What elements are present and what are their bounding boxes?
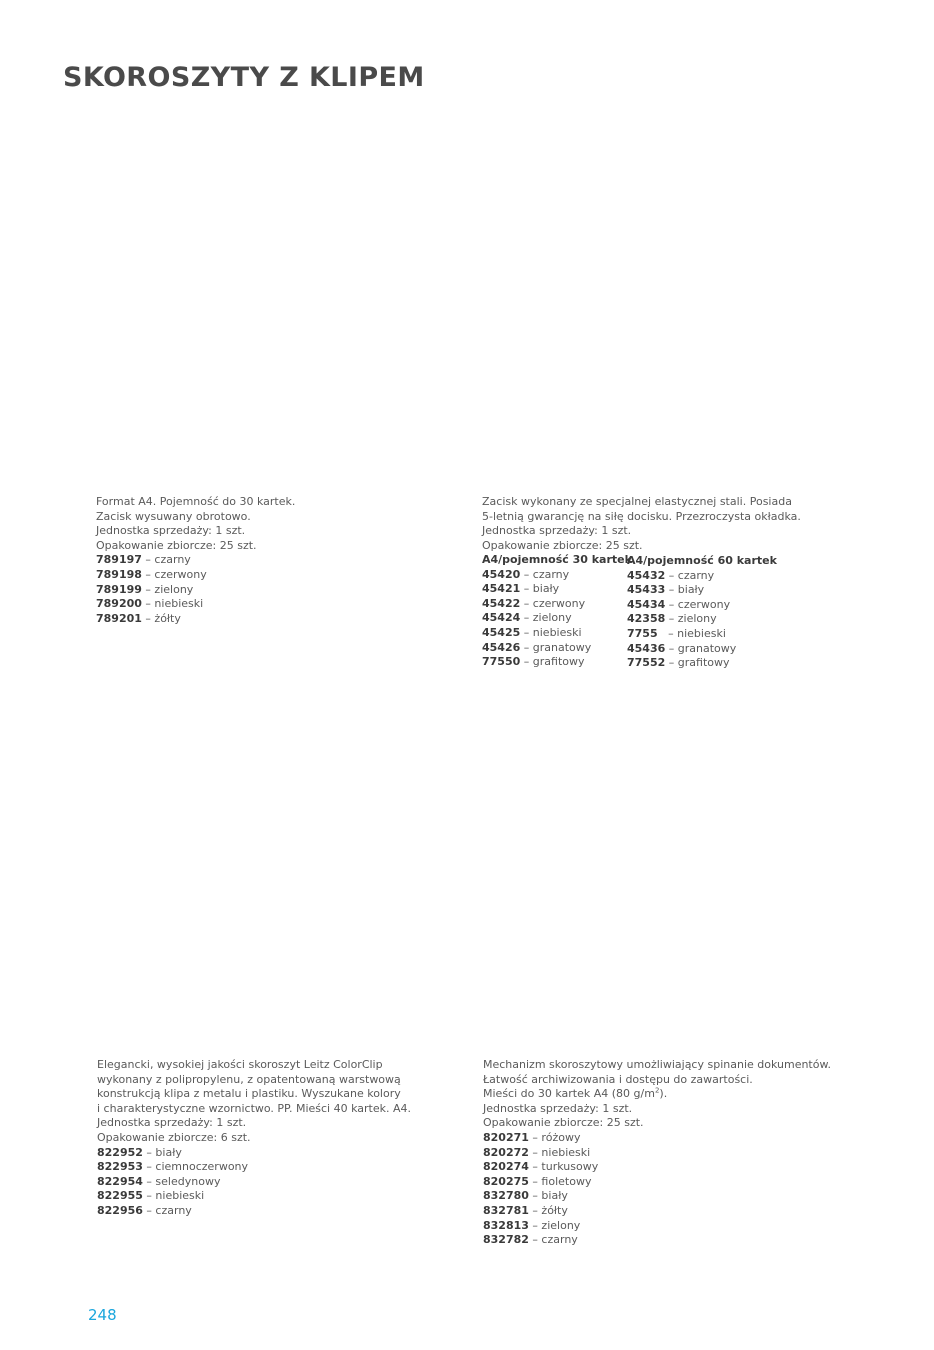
product-code: 45421 bbox=[482, 582, 521, 596]
product-color: – żółty bbox=[528, 1203, 568, 1217]
product-color: – czarny bbox=[528, 1233, 578, 1247]
list-item bbox=[96, 553, 295, 568]
product-code: 822954 bbox=[97, 1174, 143, 1188]
description-line: 5-letnią gwarancję na siłę docisku. Przezroczysta okładka. bbox=[482, 509, 801, 523]
product-code: 45436 bbox=[627, 641, 666, 655]
capacity-unit-superscript: 2 bbox=[654, 1086, 660, 1095]
product-color: – ciemnoczerwony bbox=[142, 1160, 249, 1174]
product-code: 42358 bbox=[627, 612, 666, 626]
product-color: – biały bbox=[142, 1145, 182, 1159]
list-item bbox=[627, 569, 777, 584]
description-line: Elegancki, wysokiej jakości skoroszyt Leitz ColorClip bbox=[97, 1058, 383, 1071]
product-code: 45433 bbox=[627, 583, 666, 597]
description-line: Opakowanie zbiorcze: 25 szt. bbox=[96, 538, 257, 552]
product-color: – seledynowy bbox=[142, 1174, 221, 1188]
product-code: 77552 bbox=[627, 656, 666, 670]
product-color: – żółty bbox=[141, 611, 181, 625]
list-item bbox=[482, 611, 632, 626]
list-item bbox=[483, 1175, 831, 1190]
list-item bbox=[482, 568, 632, 583]
description-line: Format A4. Pojemność do 30 kartek. bbox=[96, 495, 296, 508]
product-code: 820271 bbox=[483, 1130, 529, 1144]
product-color: – fioletowy bbox=[528, 1174, 592, 1188]
list-item bbox=[482, 641, 632, 656]
page-number: 248 bbox=[88, 1306, 117, 1324]
product-block-3 bbox=[97, 1058, 411, 1219]
product-color: – niebieski bbox=[520, 625, 582, 639]
description-line: Jednostka sprzedaży: 1 szt. bbox=[482, 524, 632, 538]
product-code: 789201 bbox=[96, 611, 142, 625]
product-code: 820275 bbox=[483, 1174, 529, 1188]
product-block-2 bbox=[482, 495, 812, 675]
page-title: SKOROSZYTY Z KLIPEM bbox=[63, 62, 425, 93]
product-color: – grafitowy bbox=[665, 656, 730, 670]
product-code: 832781 bbox=[483, 1203, 529, 1217]
product-color: – zielony bbox=[141, 582, 194, 596]
product-color: – czarny bbox=[141, 553, 191, 567]
product-code: 822952 bbox=[97, 1145, 143, 1159]
capacity-line bbox=[483, 1087, 831, 1102]
list-item bbox=[97, 1146, 411, 1161]
product-code: 820274 bbox=[483, 1160, 529, 1174]
list-item bbox=[483, 1189, 831, 1204]
product-color: – zielony bbox=[528, 1218, 581, 1232]
list-item bbox=[482, 626, 632, 641]
list-item bbox=[483, 1131, 831, 1146]
description-line: konstrukcją klipa z metalu i plastiku. Wyszukane kolory bbox=[97, 1087, 401, 1101]
product-color: – niebieski bbox=[142, 1189, 205, 1203]
column-heading: A4/pojemność 30 kartek bbox=[482, 553, 632, 566]
list-item bbox=[97, 1189, 411, 1204]
list-item bbox=[483, 1233, 831, 1248]
product-code: 45422 bbox=[482, 596, 521, 610]
product-color: – czarny bbox=[665, 568, 715, 582]
description-line: Zacisk wysuwany obrotowo. bbox=[96, 509, 251, 523]
list-item bbox=[627, 583, 777, 598]
product-color: – biały bbox=[665, 583, 705, 597]
capacity-column-60 bbox=[627, 554, 777, 671]
product-code: 77550 bbox=[482, 655, 521, 669]
product-color: – biały bbox=[528, 1189, 568, 1203]
description-line: Jednostka sprzedaży: 1 szt. bbox=[97, 1116, 247, 1130]
product-code: 789197 bbox=[96, 553, 142, 567]
description-line: wykonany z polipropylenu, z opatentowaną warstwową bbox=[97, 1072, 401, 1086]
product-color: – turkusowy bbox=[528, 1160, 599, 1174]
list-item bbox=[627, 627, 777, 642]
list-item bbox=[97, 1175, 411, 1190]
product-color: – czerwony bbox=[665, 597, 731, 611]
product-code: 820272 bbox=[483, 1145, 529, 1159]
list-item bbox=[483, 1204, 831, 1219]
list-item bbox=[482, 582, 632, 597]
product-color: – zielony bbox=[520, 611, 572, 625]
product-code: 832782 bbox=[483, 1233, 529, 1247]
product-code: 832813 bbox=[483, 1218, 529, 1232]
description-line: i charakterystyczne wzornictwo. PP. Mieści 40 kartek. A4. bbox=[97, 1101, 412, 1115]
product-color: – czarny bbox=[142, 1203, 192, 1217]
list-item bbox=[483, 1219, 831, 1234]
description-line: Łatwość archiwizowania i dostępu do zawartości. bbox=[483, 1072, 753, 1086]
product-color: – czerwony bbox=[141, 567, 207, 581]
product-color: – różowy bbox=[528, 1130, 581, 1144]
product-color: – granatowy bbox=[520, 640, 592, 654]
description-line: Opakowanie zbiorcze: 25 szt. bbox=[482, 538, 643, 552]
list-item bbox=[482, 597, 632, 612]
description-line: Opakowanie zbiorcze: 6 szt. bbox=[97, 1130, 251, 1144]
product-code: 45432 bbox=[627, 568, 666, 582]
description-line: Opakowanie zbiorcze: 25 szt. bbox=[483, 1116, 644, 1130]
product-code: 832780 bbox=[483, 1189, 529, 1203]
product-code: 789199 bbox=[96, 582, 142, 596]
product-color: – niebieski bbox=[141, 597, 204, 611]
product-code: 822953 bbox=[97, 1160, 143, 1174]
product-color: – czerwony bbox=[520, 596, 586, 610]
list-item bbox=[97, 1204, 411, 1219]
list-item bbox=[96, 612, 295, 627]
list-item bbox=[482, 655, 632, 670]
product-color: – zielony bbox=[665, 612, 717, 626]
list-item bbox=[627, 656, 777, 671]
product-block-4 bbox=[483, 1058, 831, 1248]
list-item bbox=[96, 597, 295, 612]
product-color: – niebieski bbox=[657, 626, 726, 640]
product-code: 822956 bbox=[97, 1203, 143, 1217]
list-item bbox=[483, 1160, 831, 1175]
product-code: 45424 bbox=[482, 611, 521, 625]
product-code: 45434 bbox=[627, 597, 666, 611]
list-item bbox=[627, 598, 777, 613]
product-code: 7755 bbox=[627, 626, 658, 640]
list-item bbox=[96, 568, 295, 583]
capacity-text-end: ). bbox=[659, 1087, 668, 1101]
product-color: – granatowy bbox=[665, 641, 737, 655]
list-item bbox=[627, 612, 777, 627]
product-code: 45426 bbox=[482, 640, 521, 654]
product-color: – grafitowy bbox=[520, 655, 585, 669]
description-line: Jednostka sprzedaży: 1 szt. bbox=[96, 524, 246, 538]
list-item bbox=[97, 1160, 411, 1175]
product-code: 789200 bbox=[96, 597, 142, 611]
product-code: 45425 bbox=[482, 625, 521, 639]
product-color: – czarny bbox=[520, 567, 570, 581]
description-line: Jednostka sprzedaży: 1 szt. bbox=[483, 1101, 633, 1115]
product-block-1 bbox=[96, 495, 295, 626]
product-color: – niebieski bbox=[528, 1145, 591, 1159]
product-code: 822955 bbox=[97, 1189, 143, 1203]
description-line: Mechanizm skoroszytowy umożliwiający spinanie dokumentów. bbox=[483, 1058, 831, 1071]
product-color: – biały bbox=[520, 582, 560, 596]
capacity-column-30 bbox=[482, 553, 632, 670]
capacity-text: Mieści do 30 kartek A4 (80 g/m bbox=[483, 1087, 655, 1101]
list-item bbox=[627, 642, 777, 657]
description-line: Zacisk wykonany ze specjalnej elastycznej stali. Posiada bbox=[482, 495, 792, 508]
column-heading: A4/pojemność 60 kartek bbox=[627, 554, 777, 567]
product-code: 789198 bbox=[96, 567, 142, 581]
product-code: 45420 bbox=[482, 567, 521, 581]
list-item bbox=[96, 583, 295, 598]
list-item bbox=[483, 1146, 831, 1161]
